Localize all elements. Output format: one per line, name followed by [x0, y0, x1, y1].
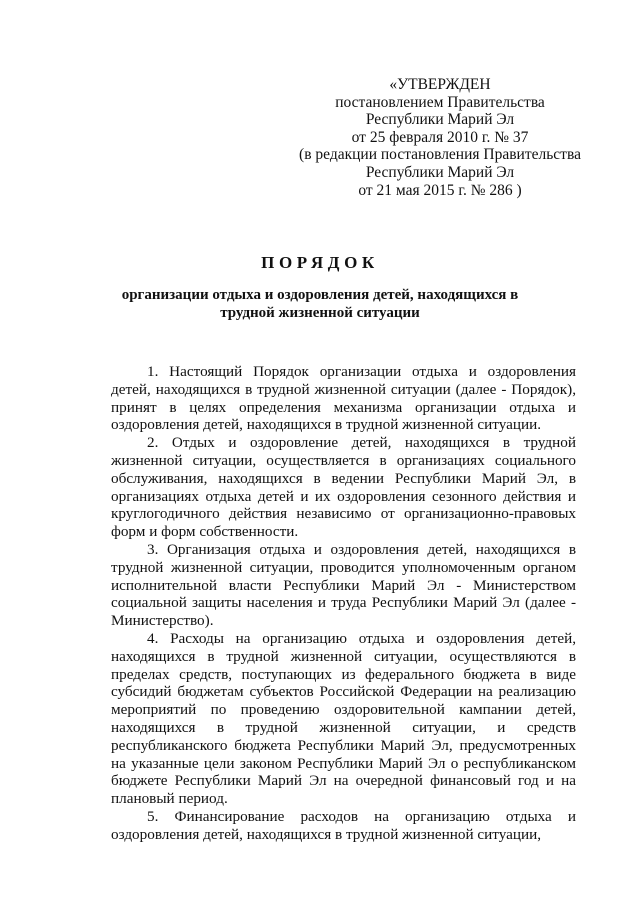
paragraph: 3. Организация отдыха и оздоровления детей, находящихся в трудной жизненной ситуации, проводится уполномоченным органом исполнительной власти Республики Марий Эл - Министерством социальной защиты населения и труда Республики Марий Эл (далее - Министерство). [111, 540, 576, 630]
approval-line: «УТВЕРЖДЕН [389, 76, 491, 93]
approval-line: постановлением Правительства [335, 93, 545, 111]
paragraph: 5. Финансирование расходов на организацию отдыха и оздоровления детей, находящихся в трудной жизненной ситуации, [111, 807, 576, 843]
paragraph: 4. Расходы на организацию отдыха и оздоровления детей, находящихся в трудной жизненной ситуации, осуществляются в пределах средств, поступающих из федерального бюджета в виде субсидий бюджетам субъектов Российской Федерации на реализацию мероприятий по проведению оздоровительной кампании детей, находящихся в трудной жизненной ситуации, и средств республиканского бюджета Республики Марий Эл, предусмотренных на указанные цели законом Республики Марий Эл о республиканском бюджете Республики Марий Эл на очередной финансовый год и на плановый период. [111, 629, 576, 808]
approval-line: от 21 мая 2015 г. № 286 ) [358, 181, 522, 199]
approval-line: Республики Марий Эл [365, 111, 515, 129]
approval-line: от 25 февраля 2010 г. № 37 [351, 128, 529, 146]
paragraph: 2. Отдых и оздоровление детей, находящихся в трудной жизненной ситуации, осуществляется в организациях социального обслуживания, находящихся в ведении Республики Марий Эл, в организациях отдыха детей и их оздоровления сезонного действия и круглогодичного действия независимо от организационно-правовых форм и форм собственности. [111, 434, 576, 541]
document-body [111, 363, 576, 844]
paragraph: 1. Настоящий Порядок организации отдыха и оздоровления детей, находящихся в трудной жизненной ситуации (далее - Порядок), принят в целях определения механизма организации отдыха и оздоровления детей, находящихся в трудной жизненной ситуации. [111, 363, 576, 434]
approval-stamp [290, 76, 590, 199]
document-subtitle: организации отдыха и оздоровления детей, находящихся в трудной жизненной ситуации [121, 287, 519, 321]
approval-line: (в редакции постановления Правительства [299, 146, 581, 164]
title-block [100, 253, 540, 322]
approval-line: Республики Марий Эл [365, 163, 515, 181]
document-title: ПОРЯДОК [261, 253, 379, 272]
